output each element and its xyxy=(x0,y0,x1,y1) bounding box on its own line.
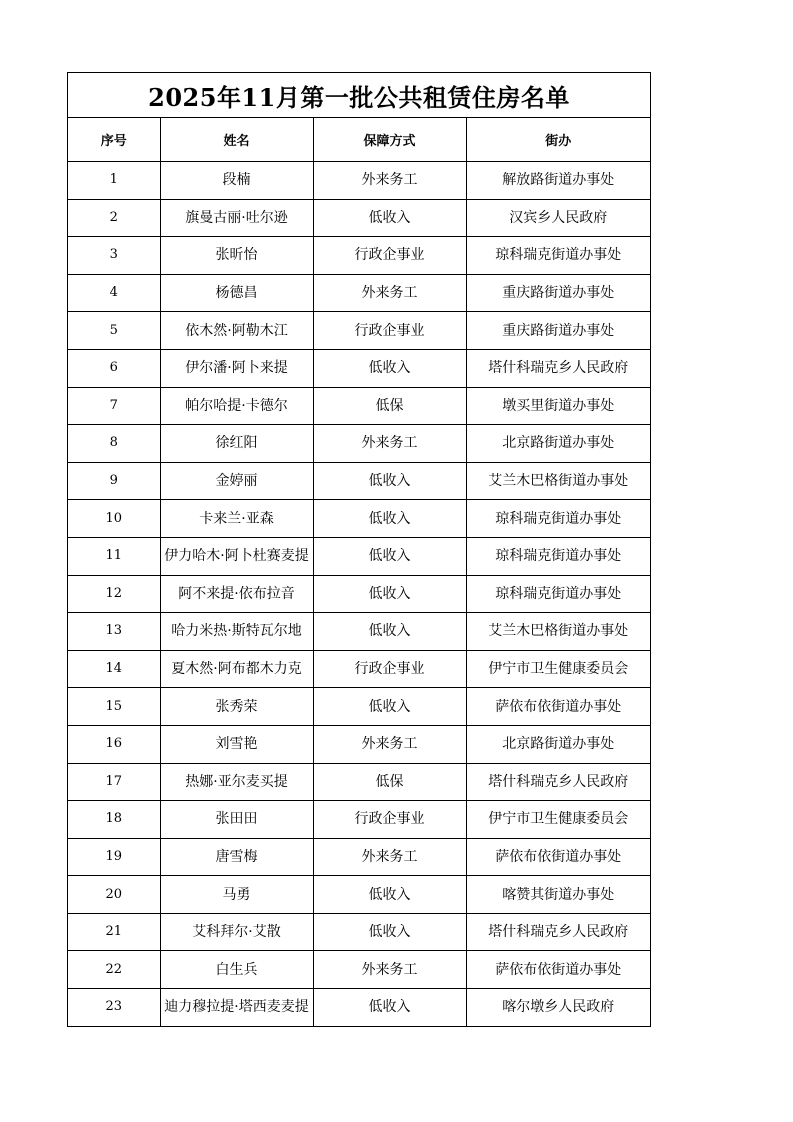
cell-serial-number: 11 xyxy=(68,537,160,575)
table-row xyxy=(68,613,650,651)
table-row xyxy=(68,951,650,989)
cell-name: 刘雪艳 xyxy=(160,725,313,763)
cell-serial-number: 16 xyxy=(68,725,160,763)
table-row xyxy=(68,763,650,801)
cell-street-office: 艾兰木巴格街道办事处 xyxy=(466,462,650,500)
cell-street-office: 伊宁市卫生健康委员会 xyxy=(466,801,650,839)
cell-guarantee-type: 低收入 xyxy=(313,500,466,538)
cell-serial-number: 17 xyxy=(68,763,160,801)
cell-guarantee-type: 外来务工 xyxy=(313,162,466,200)
table-header-row xyxy=(68,118,650,162)
cell-street-office: 墩买里街道办事处 xyxy=(466,387,650,425)
table-row xyxy=(68,876,650,914)
cell-guarantee-type: 低收入 xyxy=(313,613,466,651)
cell-guarantee-type: 低收入 xyxy=(313,913,466,951)
cell-street-office: 伊宁市卫生健康委员会 xyxy=(466,650,650,688)
cell-name: 张昕怡 xyxy=(160,237,313,275)
table-row xyxy=(68,349,650,387)
cell-street-office: 汉宾乡人民政府 xyxy=(466,199,650,237)
cell-serial-number: 21 xyxy=(68,913,160,951)
cell-name: 阿不来提·依布拉音 xyxy=(160,575,313,613)
cell-guarantee-type: 行政企事业 xyxy=(313,801,466,839)
table-row xyxy=(68,199,650,237)
cell-serial-number: 2 xyxy=(68,199,160,237)
table-row xyxy=(68,989,650,1026)
cell-name: 卡来兰·亚森 xyxy=(160,500,313,538)
table-row xyxy=(68,500,650,538)
cell-serial-number: 19 xyxy=(68,838,160,876)
cell-street-office: 塔什科瑞克乡人民政府 xyxy=(466,913,650,951)
cell-street-office: 琼科瑞克街道办事处 xyxy=(466,575,650,613)
cell-street-office: 解放路街道办事处 xyxy=(466,162,650,200)
table-row xyxy=(68,237,650,275)
table-row xyxy=(68,838,650,876)
cell-serial-number: 20 xyxy=(68,876,160,914)
cell-name: 白生兵 xyxy=(160,951,313,989)
cell-guarantee-type: 行政企事业 xyxy=(313,237,466,275)
table-row xyxy=(68,162,650,200)
cell-street-office: 重庆路街道办事处 xyxy=(466,274,650,312)
cell-guarantee-type: 低保 xyxy=(313,387,466,425)
table-row xyxy=(68,387,650,425)
cell-name: 夏木然·阿布都木力克 xyxy=(160,650,313,688)
header-street-office: 街办 xyxy=(466,118,650,162)
header-guarantee-type: 保障方式 xyxy=(313,118,466,162)
cell-guarantee-type: 外来务工 xyxy=(313,274,466,312)
cell-street-office: 琼科瑞克街道办事处 xyxy=(466,537,650,575)
cell-guarantee-type: 低收入 xyxy=(313,989,466,1026)
cell-guarantee-type: 行政企事业 xyxy=(313,312,466,350)
cell-name: 马勇 xyxy=(160,876,313,914)
cell-serial-number: 4 xyxy=(68,274,160,312)
table-row xyxy=(68,575,650,613)
cell-name: 热娜·亚尔麦买提 xyxy=(160,763,313,801)
cell-serial-number: 22 xyxy=(68,951,160,989)
cell-guarantee-type: 外来务工 xyxy=(313,951,466,989)
cell-name: 艾科拜尔·艾散 xyxy=(160,913,313,951)
table-row xyxy=(68,462,650,500)
cell-serial-number: 13 xyxy=(68,613,160,651)
cell-name: 徐红阳 xyxy=(160,425,313,463)
table-row xyxy=(68,312,650,350)
table-row xyxy=(68,801,650,839)
cell-name: 段楠 xyxy=(160,162,313,200)
cell-street-office: 北京路街道办事处 xyxy=(466,425,650,463)
cell-name: 旗曼古丽·吐尔逊 xyxy=(160,199,313,237)
cell-street-office: 重庆路街道办事处 xyxy=(466,312,650,350)
cell-guarantee-type: 低收入 xyxy=(313,462,466,500)
cell-serial-number: 15 xyxy=(68,688,160,726)
cell-serial-number: 1 xyxy=(68,162,160,200)
cell-street-office: 萨依布依街道办事处 xyxy=(466,688,650,726)
cell-serial-number: 18 xyxy=(68,801,160,839)
cell-name: 张田田 xyxy=(160,801,313,839)
cell-name: 伊尔潘·阿卜来提 xyxy=(160,349,313,387)
cell-serial-number: 10 xyxy=(68,500,160,538)
cell-street-office: 琼科瑞克街道办事处 xyxy=(466,237,650,275)
cell-street-office: 塔什科瑞克乡人民政府 xyxy=(466,349,650,387)
table-row xyxy=(68,913,650,951)
cell-street-office: 喀赞其街道办事处 xyxy=(466,876,650,914)
cell-guarantee-type: 低收入 xyxy=(313,575,466,613)
housing-list-table xyxy=(68,118,650,1026)
cell-serial-number: 12 xyxy=(68,575,160,613)
cell-name: 迪力穆拉提·塔西麦麦提 xyxy=(160,989,313,1026)
cell-guarantee-type: 外来务工 xyxy=(313,425,466,463)
cell-guarantee-type: 低收入 xyxy=(313,199,466,237)
cell-street-office: 北京路街道办事处 xyxy=(466,725,650,763)
cell-guarantee-type: 外来务工 xyxy=(313,725,466,763)
cell-guarantee-type: 低保 xyxy=(313,763,466,801)
cell-guarantee-type: 低收入 xyxy=(313,349,466,387)
table-row xyxy=(68,425,650,463)
cell-name: 唐雪梅 xyxy=(160,838,313,876)
cell-guarantee-type: 外来务工 xyxy=(313,838,466,876)
cell-name: 张秀荣 xyxy=(160,688,313,726)
cell-serial-number: 8 xyxy=(68,425,160,463)
cell-guarantee-type: 低收入 xyxy=(313,688,466,726)
table-row xyxy=(68,688,650,726)
cell-name: 杨德昌 xyxy=(160,274,313,312)
cell-street-office: 艾兰木巴格街道办事处 xyxy=(466,613,650,651)
cell-serial-number: 6 xyxy=(68,349,160,387)
cell-street-office: 喀尔墩乡人民政府 xyxy=(502,999,615,1016)
cell-street-office: 琼科瑞克街道办事处 xyxy=(466,500,650,538)
header-serial-number: 序号 xyxy=(68,118,160,162)
cell-name: 依木然·阿勒木江 xyxy=(160,312,313,350)
cell-serial-number: 23 xyxy=(68,989,160,1026)
housing-list-sheet xyxy=(67,72,651,1027)
cell-serial-number: 3 xyxy=(68,237,160,275)
cell-street-office: 萨依布依街道办事处 xyxy=(466,951,650,989)
cell-name: 哈力米热·斯特瓦尔地 xyxy=(160,613,313,651)
table-row xyxy=(68,274,650,312)
cell-name: 金婷丽 xyxy=(160,462,313,500)
cell-guarantee-type: 低收入 xyxy=(313,876,466,914)
table-row xyxy=(68,537,650,575)
cell-guarantee-type: 行政企事业 xyxy=(313,650,466,688)
table-row xyxy=(68,650,650,688)
cell-serial-number: 5 xyxy=(68,312,160,350)
page-title: 2025年11月第一批公共租赁住房名单 xyxy=(68,73,650,118)
cell-guarantee-type: 低收入 xyxy=(313,537,466,575)
cell-serial-number: 14 xyxy=(68,650,160,688)
cell-name: 伊力哈木·阿卜杜赛麦提 xyxy=(160,537,313,575)
cell-serial-number: 9 xyxy=(68,462,160,500)
header-name: 姓名 xyxy=(160,118,313,162)
cell-street-office: 萨依布依街道办事处 xyxy=(466,838,650,876)
cell-street-office: 塔什科瑞克乡人民政府 xyxy=(466,763,650,801)
table-row xyxy=(68,725,650,763)
cell-serial-number: 7 xyxy=(68,387,160,425)
cell-name: 帕尔哈提·卡德尔 xyxy=(160,387,313,425)
